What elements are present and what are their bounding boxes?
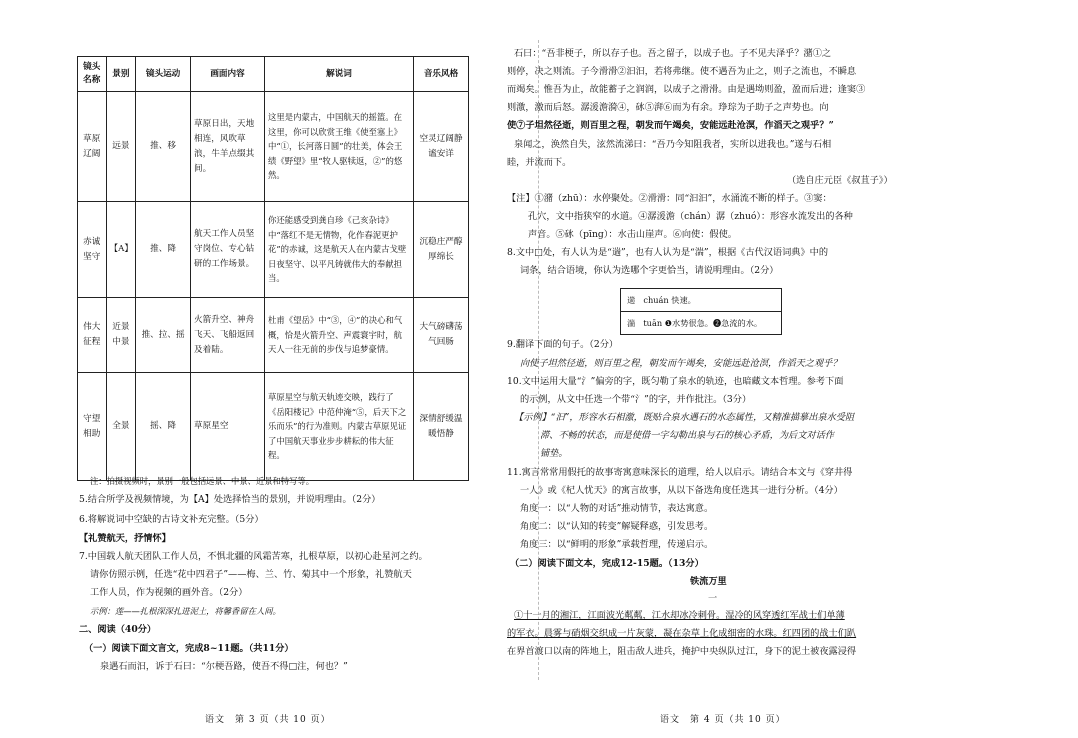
shot-content: 草原星空 — [191, 373, 265, 481]
shot-size: 全景 — [106, 373, 136, 481]
shot-size: 远景 — [106, 92, 136, 202]
dictionary-entry: 遄 chuán 快速。 — [627, 295, 696, 305]
shot-movement: 推、降 — [136, 202, 191, 298]
reading-heading: 二、阅读（40分） — [79, 624, 157, 635]
shot-movement: 摇、降 — [136, 373, 191, 481]
question-7-line: 请你仿照示例，任选“花中四君子”——梅、兰、竹、菊其中一个形象，礼赞航天 — [90, 569, 412, 580]
shot-music: 空灵辽阔静谧安详 — [414, 92, 469, 202]
question-10: 10.文中运用大量“氵”偏旁的字，既匀勒了泉水的轨迹，也暗藏文本哲理。参考下面 — [507, 376, 844, 387]
article-line — [507, 625, 856, 642]
dictionary-box — [620, 288, 782, 335]
left-page — [0, 0, 538, 738]
header-cell: 景别 — [106, 57, 136, 92]
table-row — [78, 298, 469, 373]
shot-content: 草原日出，天地相连，风吹草浪，牛羊点缀其间。 — [191, 92, 265, 202]
annotation-line: 声音。⑤砯（pīng）：水击山崖声。⑥向使：假使。 — [528, 229, 737, 240]
question-10-line: 的示例，从文中任选一个带“氵”的字，并作批注。（3分） — [520, 394, 752, 405]
question-9: 9.翻译下面的句子。（2分） — [507, 339, 619, 350]
question-5: 5.结合所学及视频情境，为【A】处选择恰当的景别，并说明理由。（2分） — [79, 494, 381, 505]
article-title: 铁流万里 — [690, 576, 727, 587]
question-11: 11.寓言常常用假托的故事寄寓意味深长的道理，给人以启示。请结合本文与《穿井得 — [507, 467, 853, 478]
right-page — [507, 0, 1078, 738]
shot-name: 守望相助 — [78, 373, 107, 481]
classical-text-line: 则停，决之则流。子今滑滑②汩汩，若将弗继。使不遇吾为止之，则子之流也，不瞬息 — [507, 66, 857, 77]
annotation-line: 【注】①潴（zhū）：水停聚处。②滑滑：同“汩汩”，水涌流不断的样子。③窦： — [507, 193, 832, 204]
article-line: 在界首渡口以南的阵地上，阻击敌人进兵，掩护中央纵队过江，身下的泥土被夜露浸得 — [507, 646, 857, 657]
example-line: 示例：莲——扎根深深扎进泥土，将馨香留在人间。 — [90, 606, 281, 616]
shot-size: 【A】 — [106, 202, 136, 298]
question-8: 8.文中□处，有人认为是“遄”，也有人认为是“湍”，根据《古代汉语词典》中的 — [507, 247, 829, 258]
shot-name: 赤诚坚守 — [78, 202, 107, 298]
classical-text-line: 睦，并流而下。 — [507, 157, 572, 168]
article-section-number: 一 — [708, 593, 718, 604]
shot-music: 大气磅礴荡气回肠 — [414, 298, 469, 373]
page-footer: 语文 第 4 页（共 10 页） — [660, 715, 786, 725]
table-row — [78, 92, 469, 202]
question-7: 7.中国载人航天团队工作人员，不惧北疆的风霜苦寒，扎根草原，以初心赴星河之约。 — [79, 551, 428, 562]
angle-line: 角度一：以“人物的对话”推动情节，表达寓意。 — [520, 503, 714, 514]
question-6: 6.将解说词中空缺的古诗文补充完整。（5分） — [79, 514, 264, 525]
reading-subheading: （一）阅读下面文言文，完成8~11题。（共11分） — [84, 643, 294, 654]
table-header-row — [78, 57, 469, 92]
article-line-text: 的军衣。晨雾与硝烟交织成一片灰蒙，凝在杂草上化成细密的水珠。红四团的战士们趴 — [507, 628, 857, 639]
shot-music: 沉稳庄严醇厚绵长 — [414, 202, 469, 298]
shot-narration: 草原星空与航天轨迹交映，践行了《岳阳楼记》中范仲淹“⑤，后天下之乐而乐”的行为准则。内蒙古草原见证了中国航天事业步步耕耘的伟大征程。 — [265, 373, 414, 481]
classical-text-line: 泉遇石而汩，诉于石曰：“尔梗吾路，使吾不得□注，何也？” — [100, 661, 348, 672]
classical-text-line: 而竭矣。惟吾为止，故能蓄子之润润，以成子之滑滑。由是遇坳则盈，盈而后进；逢窦③ — [507, 84, 866, 95]
shot-table — [77, 56, 469, 481]
shot-narration: 你还能感受到龚自珍《己亥杂诗》中“落红不是无情物，化作春泥更护花”的赤诚，这是航天人在内蒙古戈壁日夜坚守、以平凡铸就伟大的奉献担当。 — [265, 202, 414, 298]
header-cell: 画面内容 — [191, 57, 265, 92]
example-line: 【示例】“汩”，形容水石相激，既贴合泉水遇石的水态属性，又精准描摹出泉水受阻 — [514, 412, 855, 423]
shot-name: 草原辽阔 — [78, 92, 107, 202]
shot-content: 航天工作人员坚守岗位、专心钻研的工作场景。 — [191, 202, 265, 298]
classical-text-line: 则激，激而后怒。潺湲澹漪④，砯⑤湃⑥而为有余。琤琮为子助子之声势也。向 — [507, 102, 829, 113]
classical-text-line: 石曰：“吾非梗子，所以存子也。吾之留子，以成子也。子不见夫泽乎？潴①之 — [514, 48, 832, 59]
annotation-line: 孔穴，文中指狭窄的水道。④潺湲澹（chán）潺（zhuó）：形容水流发出的各种 — [528, 211, 853, 222]
header-cell: 镜头名称 — [78, 57, 107, 92]
header-cell: 镜头运动 — [136, 57, 191, 92]
angle-line: 角度三：以“鲜明的形象”承载哲理，传递启示。 — [520, 539, 714, 550]
header-cell: 解说词 — [265, 57, 414, 92]
shot-narration: 这里是内蒙古，中国航天的摇篮。在这里，你可以欣赏王维《使至塞上》中“①，长河落日圆”的壮美，体会王绩《野望》里“牧人驱犊返，②”的悠然。 — [265, 92, 414, 202]
angle-line: 角度二：以“认知的转变”解疑释惑，引发思考。 — [520, 521, 714, 532]
classical-text-line: 使⑦子坦然径逝，则百里之程，朝发而午竭矣，安能远赴沧溟，作滔天之观乎？” — [507, 120, 834, 131]
source-citation: （选自庄元臣《叔苴子》） — [787, 175, 893, 186]
shot-music: 深情舒缓温暖悟静 — [414, 373, 469, 481]
dictionary-entry: 湍 tuān ❶水势很急。❷急流的水。 — [621, 311, 781, 334]
translation-sentence: 向使子坦然径逝，则百里之程，朝发而午竭矣，安能远赴沧溟，作滔天之观乎？ — [520, 358, 842, 369]
header-cell: 音乐风格 — [414, 57, 469, 92]
reading-subheading: （二）阅读下面文本，完成12-15题。（13分） — [510, 558, 704, 569]
article-line: ①十一月的湘江，江面波光粼粼，江水却冰冷刺骨。湿冷的风穿透红军战士们单薄 — [514, 610, 845, 621]
table-row — [78, 373, 469, 481]
shot-name: 伟大征程 — [78, 298, 107, 373]
shot-movement: 推、移 — [136, 92, 191, 202]
shot-narration: 杜甫《望岳》中“③，④”的决心和气概，恰是火箭升空、声震寰宇时，航天人一往无前的步伐与追梦豪情。 — [265, 298, 414, 373]
shot-movement: 推、拉、摇 — [136, 298, 191, 373]
shot-size: 近景中景 — [106, 298, 136, 373]
shot-content: 火箭升空、神舟飞天、飞船返回及着陆。 — [191, 298, 265, 373]
classical-text-line: 泉闻之，涣然自失，泫然流涕曰：“吾乃今知阻我者，实所以进我也。”遂与石相 — [514, 139, 832, 150]
section-heading: 【礼赞航天，抒情怀】 — [79, 533, 171, 544]
question-8-line: 词条，结合语境，你认为选哪个字更恰当，请说明理由。（2分） — [520, 265, 779, 276]
question-11-line: 一人》或《杞人忧天》的寓言故事，从以下备选角度任选其一进行分析。（4分） — [520, 485, 843, 496]
example-line: 滞、不畅的状态，而是使借一字勾勒出泉与石的核心矛盾，为后文对话作 — [540, 430, 834, 441]
page-footer: 语文 第 3 页（共 10 页） — [205, 715, 331, 725]
table-note: 注：拍摄视频时，景别一般包括远景、中景、近景和特写等。 — [90, 476, 315, 486]
example-line: 铺垫。 — [540, 448, 568, 459]
question-7-line: 工作人员，作为视频的画外音。（2分） — [90, 587, 248, 598]
table-row — [78, 202, 469, 298]
